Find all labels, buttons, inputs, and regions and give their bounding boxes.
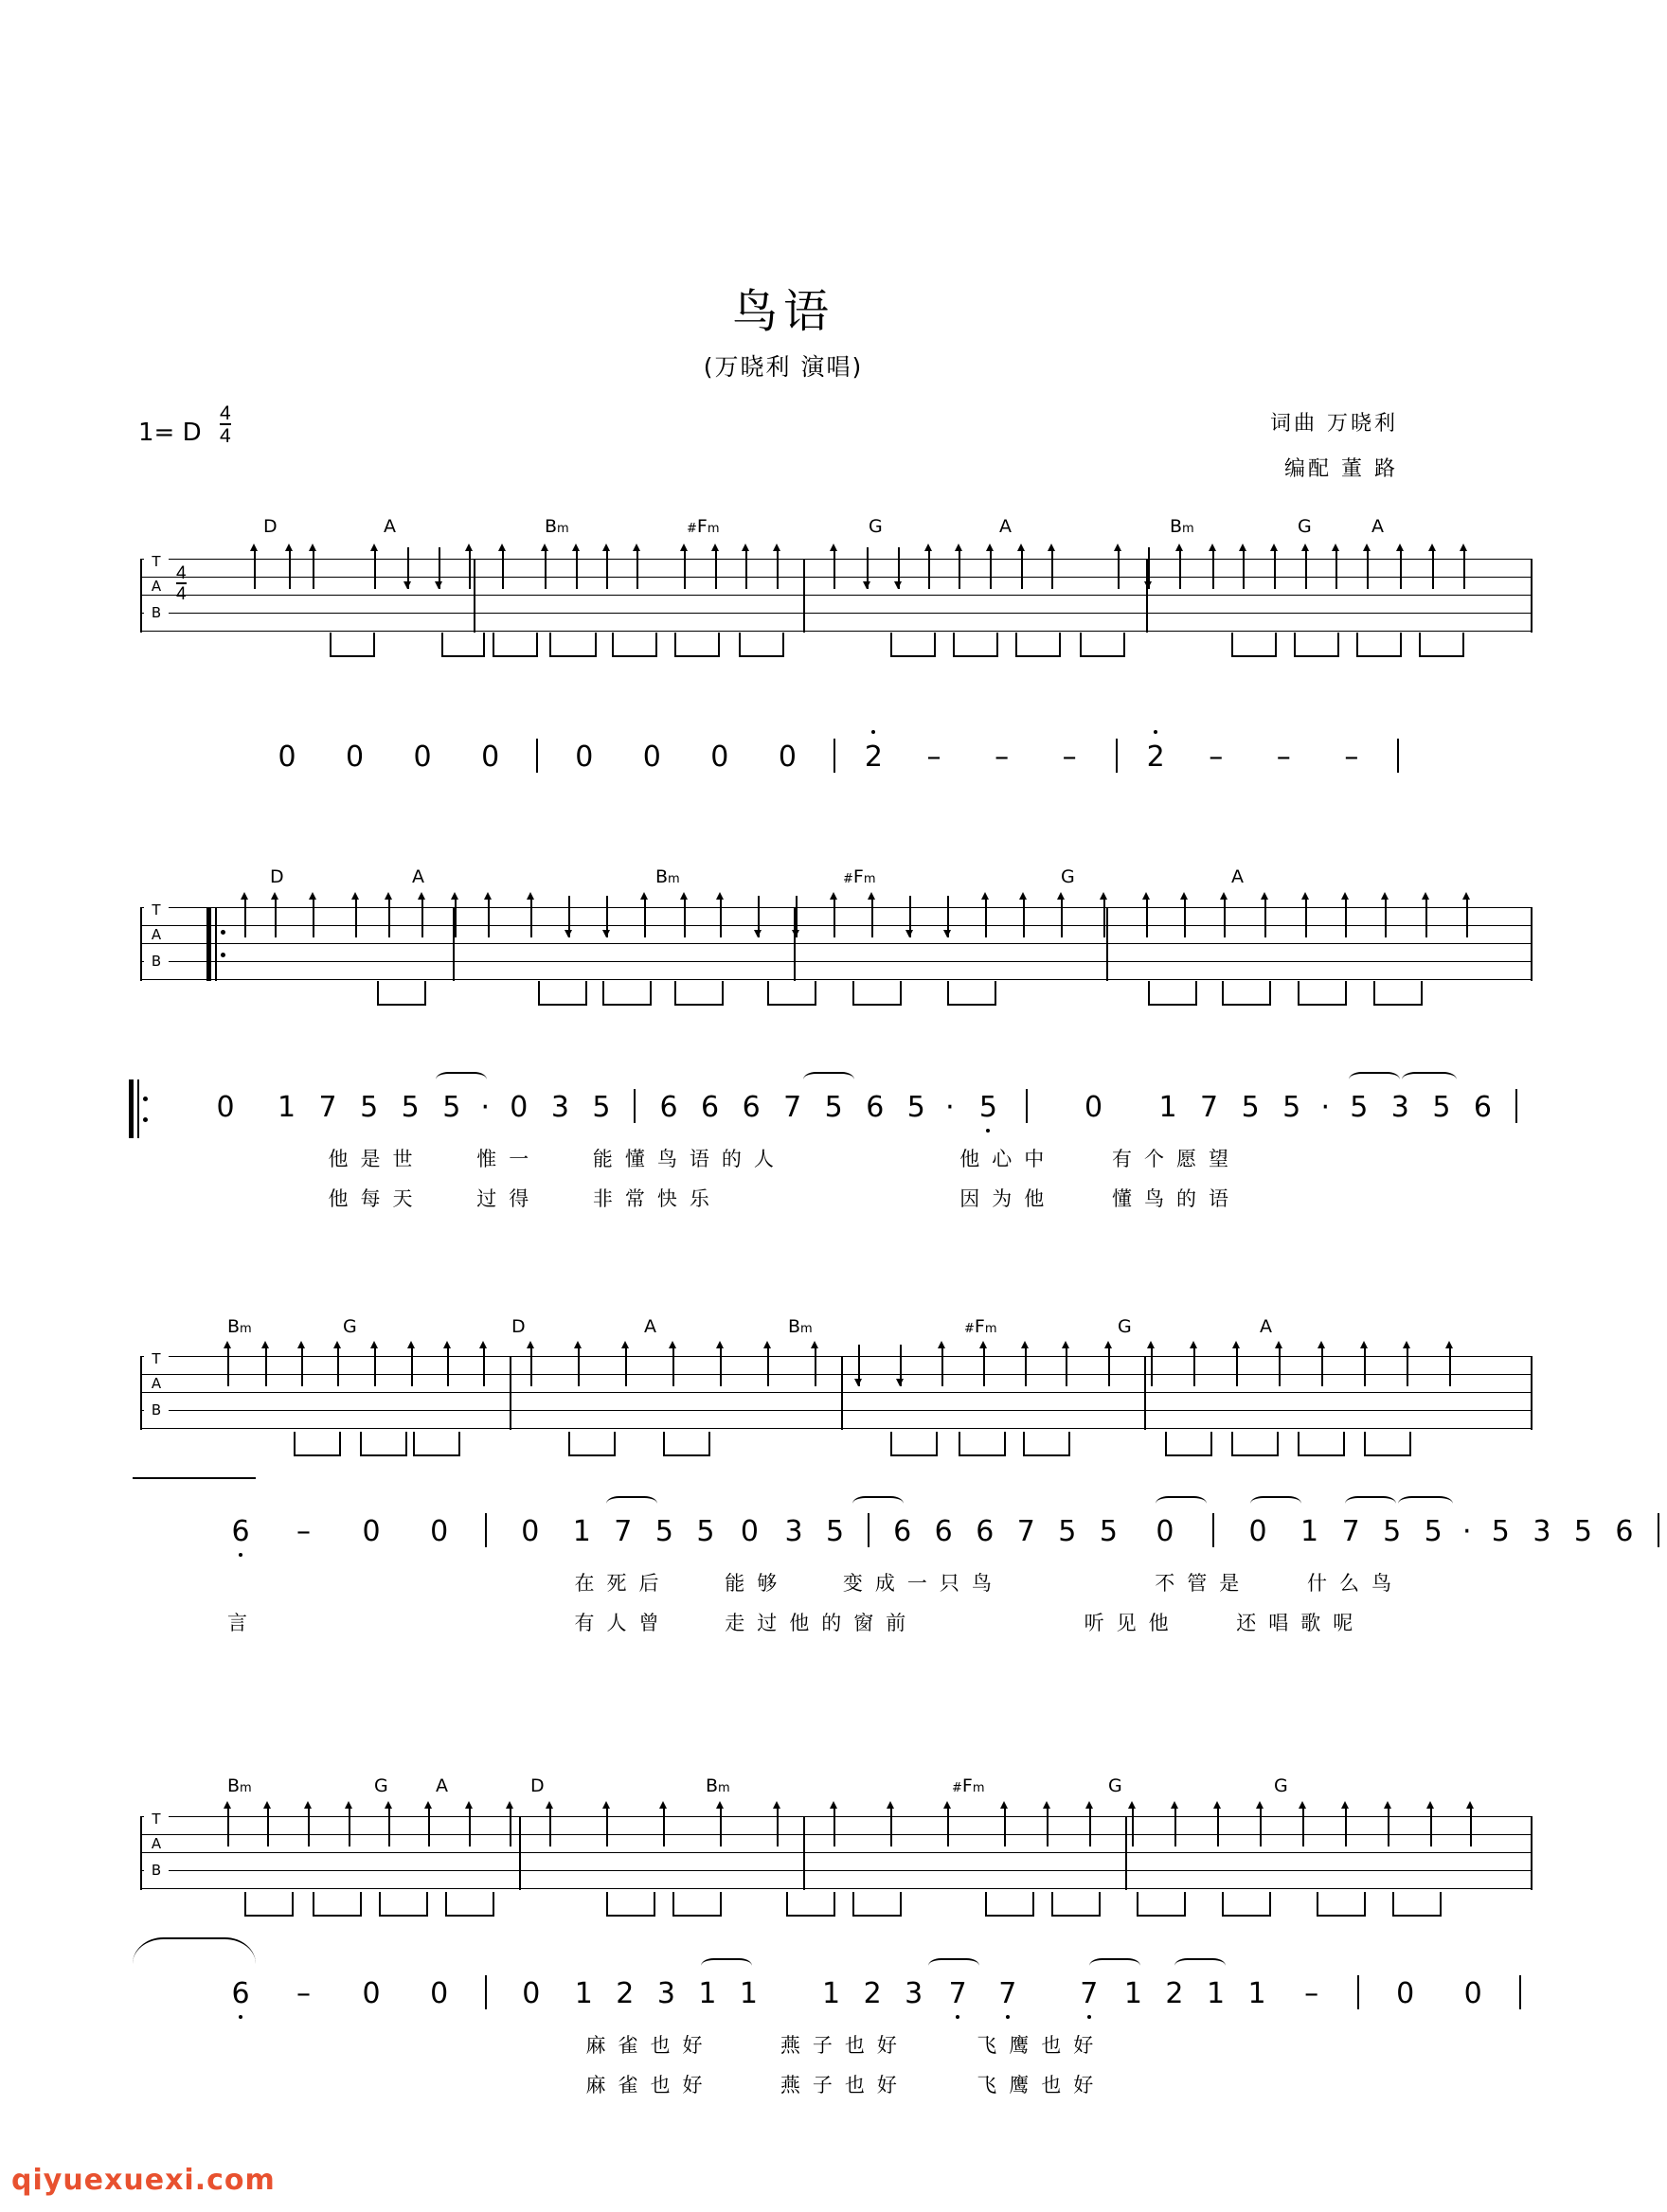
chord-symbol: A [999,516,1012,537]
lyrics-line-1-system-2: 他 是 世 惟 一 能 懂 鸟 语 的 人 他 心 中 有 个 愿 望 [328,1148,1228,1170]
lyrics-line-2-system-2: 他 每 天 过 得 非 常 快 乐 因 为 他 懂 鸟 的 语 [328,1187,1228,1210]
slur [1398,1496,1453,1511]
melody-numbers-system-1: 0 0 0 0 0 0 0 0 2 – – – 2 – – – [258,739,1407,774]
chord-symbol: A [1231,866,1244,887]
time-signature-numerator: 4 [220,402,231,424]
page-title: 鸟语 [731,285,834,338]
tab-time-signature: $\frac{4}{4}$ [176,563,187,604]
slur [436,1072,487,1087]
chord-symbol: G [1108,1775,1122,1796]
chord-symbol: A [384,516,396,537]
chord-symbol: Bm [706,1775,730,1796]
tab-letter-b: B [144,954,169,969]
chord-symbol: Bm [788,1316,813,1337]
slur [1349,1072,1400,1087]
lyrics-line-2-system-3: 有 人 曾 走 过 他 的 窗 前 听 见 他 还 唱 歌 呢 [574,1612,1353,1634]
tab-letter-t: T [144,555,169,569]
melody-numbers-system-2: 0 1 7 5 5 5 · 0 3 5 6 6 6 7 5 6 5 · 5 0 1 7 5 5 · 5 3 5 6 [189,1089,1525,1124]
chord-symbol: D [530,1775,545,1796]
tab-letter-t: T [144,903,169,918]
chord-symbol: D [270,866,284,887]
tab-letter-b: B [144,1864,169,1878]
slur [606,1496,657,1511]
tab-staff [140,559,1533,633]
chord-symbol: A [644,1316,656,1337]
chord-symbol: Bm [227,1316,252,1337]
credit-arranger: 编配 董 路 [1284,457,1398,481]
slur [1174,1958,1226,1973]
lyric-carryover-yan: 言 [227,1612,247,1634]
chord-symbol: G [1274,1775,1288,1796]
repeat-start-sign-melody [129,1079,152,1138]
chord-symbol: Bm [1170,516,1194,537]
tab-letter-b: B [144,606,169,620]
tab-letter-a: A [144,1377,169,1391]
slur [852,1496,904,1511]
tab-letter-a: A [144,1837,169,1851]
slur [803,1072,854,1087]
slur [1156,1496,1207,1511]
chord-symbol: Bm [655,866,680,887]
watermark: qiyuexuexi.com [11,2164,276,2197]
chord-symbol: D [263,516,278,537]
chord-symbol: G [374,1775,388,1796]
tab-letter-b: B [144,1403,169,1418]
chord-symbol: G [1061,866,1075,887]
chord-symbol: #Fm [687,516,720,537]
chord-symbol: #Fm [964,1316,997,1337]
chord-symbol: #Fm [952,1775,985,1796]
time-signature [220,403,231,446]
slur [1250,1496,1301,1511]
chord-symbol: G [1118,1316,1132,1337]
chord-symbol: Bm [545,516,569,537]
tab-letter-t: T [144,1352,169,1366]
slur [1345,1496,1396,1511]
chord-symbol: Bm [227,1775,252,1796]
time-signature-denominator: 4 [220,425,231,447]
tab-letter-a: A [144,928,169,942]
slur [701,1958,752,1973]
tab-letter-t: T [144,1812,169,1827]
chord-symbol: A [1371,516,1384,537]
tab-staff [140,907,1533,981]
lyrics-line-1-system-3: 在 死 后 能 够 变 成 一 只 鸟 不 管 是 什 么 鸟 [574,1572,1391,1595]
tab-letter-a: A [144,580,169,594]
repeat-start-sign [206,907,229,981]
slur [928,1958,979,1973]
melody-numbers-system-4: 6 – 0 0 0 1 2 3 1 1 1 2 3 7 7 7 1 2 1 1 – 0 0 [216,1975,1529,2010]
melody-numbers-system-3: 6 – 0 0 0 1 7 5 5 0 3 5 6 6 6 7 5 5 0 0 1 7 5 5 · 5 3 5 6 [216,1513,1667,1548]
slur [1402,1072,1457,1087]
slur [1089,1958,1140,1973]
chord-symbol: A [436,1775,448,1796]
chord-symbol: G [869,516,883,537]
chord-symbol: D [511,1316,526,1337]
chord-symbol: A [1260,1316,1272,1337]
credit-composer: 词曲 万晓利 [1270,412,1398,436]
chord-symbol: #Fm [843,866,876,887]
chord-symbol: G [1298,516,1312,537]
chord-symbol: G [343,1316,357,1337]
page-subtitle: (万晓利 演唱) [703,353,864,381]
chord-symbol: A [412,866,424,887]
lyrics-line-1-system-4: 麻 雀 也 好 燕 子 也 好 飞 鹰 也 好 [585,2034,1094,2057]
tab-staff [140,1356,1533,1430]
lyrics-line-2-system-4: 麻 雀 也 好 燕 子 也 好 飞 鹰 也 好 [585,2074,1094,2096]
key-signature: 1= D [138,419,202,447]
